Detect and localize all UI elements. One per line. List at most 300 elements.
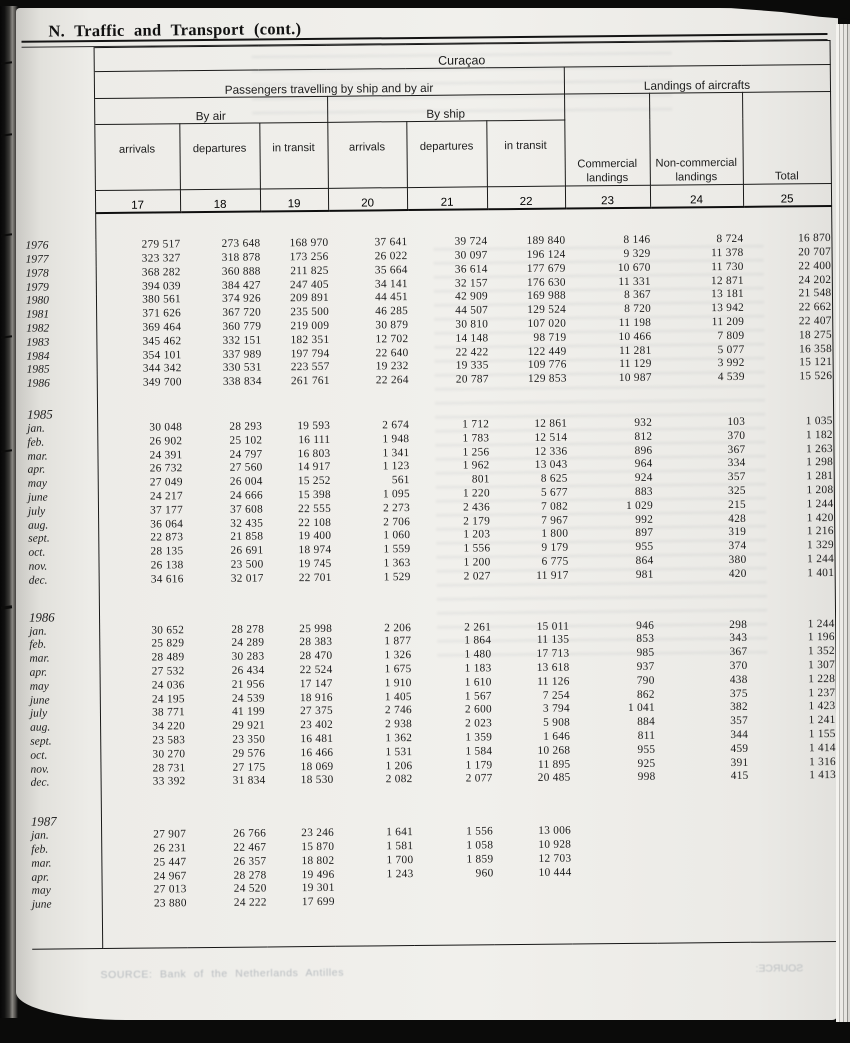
table-cell: 812: [634, 430, 653, 443]
table-cell: 31 834: [232, 774, 266, 788]
table-cell: 18 974: [298, 544, 332, 557]
label-column-spacer: [24, 72, 94, 100]
table-cell: 34 141: [374, 277, 408, 291]
table-cell: 26 766: [233, 827, 267, 840]
table-cell: 981: [635, 568, 654, 581]
table-cell: 1 123: [382, 460, 410, 473]
facing-page-rule-mark: [1, 133, 12, 137]
table-cell: 16 870: [743, 231, 831, 246]
table-cell: 25 102: [229, 434, 263, 447]
table-cell: 8 146: [623, 234, 651, 247]
table-cell: 38 771: [152, 706, 186, 719]
table-cell: 1 341: [382, 446, 410, 459]
table-cell: 1 206: [385, 759, 413, 772]
table-cell: 19 593: [297, 419, 331, 433]
row-label: 1983: [26, 335, 96, 349]
table-cell: 380: [728, 553, 747, 567]
table-cell: 22 422: [455, 345, 489, 359]
table-cell: 223 557: [290, 361, 330, 374]
table-cell: 24 036: [151, 679, 185, 692]
column-header-non-commercial-landings: Non-commercial landings: [649, 92, 743, 185]
table-cell: 24 195: [151, 692, 185, 706]
table-cell: 1 208: [746, 483, 834, 498]
table-cell: 420: [728, 567, 747, 580]
table-cell: 22 524: [299, 663, 333, 677]
table-cell: 925: [637, 757, 656, 770]
table-cell: 24 222: [233, 896, 267, 909]
table-cell: 16 466: [300, 746, 334, 759]
table-cell: 28 383: [299, 636, 333, 649]
table-cell: 334: [727, 457, 746, 470]
table-cell: 109 776: [527, 359, 567, 372]
table-cell: 1 220: [462, 487, 490, 500]
table-cell: 369 464: [142, 321, 182, 334]
table-cell: 12 871: [710, 274, 744, 287]
table-cell: 1 531: [385, 745, 413, 759]
table-cell: 211 825: [290, 264, 329, 278]
table-cell: 360 888: [221, 265, 261, 278]
table-cell: 14 148: [455, 332, 489, 345]
table-cell: 32 017: [230, 572, 264, 585]
table-cell: 1 203: [463, 528, 491, 541]
table-cell: 1 556: [463, 542, 491, 555]
table-cell: 30 270: [152, 748, 186, 761]
table-cell: 380 561: [142, 293, 182, 307]
table-cell: 343: [729, 632, 748, 645]
table-cell: 7 082: [541, 500, 569, 513]
table-cell: 9 329: [623, 247, 651, 261]
table-cell: 1 480: [464, 648, 492, 661]
table-cell: 1 196: [747, 631, 835, 646]
table-cell: 384 427: [221, 279, 261, 292]
table-cell: 24 666: [229, 489, 263, 502]
table-cell: 9 179: [541, 541, 569, 555]
table-cell: 22 264: [375, 374, 409, 387]
table-cell: 357: [730, 715, 749, 728]
column-number: 24: [650, 184, 743, 207]
row-label: 1980: [26, 294, 96, 308]
table-cell: 1 095: [382, 488, 410, 501]
table-cell: 26 434: [231, 664, 265, 677]
table-cell: 1 352: [747, 644, 835, 659]
page-stack-edges: [836, 24, 850, 1022]
label-column-spacer: [31, 789, 101, 812]
table-cell: 7 809: [717, 329, 745, 342]
table-cell: [571, 823, 656, 838]
table-cell: 24 539: [231, 692, 265, 705]
table-cell: 215: [728, 498, 747, 511]
table-cell: 11 135: [536, 633, 570, 647]
table-cell: 15 011: [536, 620, 570, 633]
table-cell: 1 948: [382, 432, 410, 446]
table-cell: 790: [636, 674, 655, 687]
row-label: 1982: [26, 321, 96, 335]
table-cell: 811: [637, 729, 656, 742]
row-label: jan.: [31, 828, 101, 842]
table-cell: 26 732: [149, 462, 183, 476]
table-cell: 17 713: [536, 647, 570, 661]
table-cell: 10 987: [618, 371, 652, 385]
table-cell: 1 783: [462, 432, 490, 445]
row-label: 1977: [26, 252, 96, 266]
table-cell: 1 559: [383, 543, 411, 556]
table-cell: 12 702: [375, 332, 409, 346]
table-cell: 29 576: [232, 747, 266, 760]
table-cell: [335, 894, 414, 909]
table-cell: 1 529: [383, 570, 411, 584]
table-cell: 23 402: [300, 719, 334, 732]
table-cell: 1 859: [466, 853, 494, 866]
table-cell: 129 853: [527, 372, 567, 386]
table-cell: 337 989: [222, 348, 262, 361]
table-cell: 3 794: [542, 702, 570, 716]
column-number: 22: [487, 186, 565, 209]
table-cell: 330 531: [222, 361, 262, 375]
column-header-commercial-landings: Commercial landings: [564, 93, 650, 186]
table-cell: 1 307: [747, 658, 835, 673]
table-cell: 28 470: [299, 650, 333, 663]
table-cell: 17 699: [301, 895, 335, 909]
table-cell: 18 802: [301, 854, 335, 867]
group-header-landings: Landings of aircrafts: [564, 65, 830, 95]
table-cell: 24 217: [149, 490, 183, 503]
table-body: [25, 206, 838, 949]
table-cell: 1 060: [383, 529, 411, 542]
table-cell: 338 834: [222, 375, 262, 389]
table-cell: 13 618: [536, 661, 570, 674]
table-cell: 2 206: [384, 621, 412, 634]
table-cell: 24 202: [744, 273, 832, 288]
column-header-ship-departures: departures: [406, 121, 487, 188]
table-cell: [749, 849, 837, 864]
table-cell: 955: [635, 540, 654, 554]
table-cell: [657, 877, 750, 892]
table-cell: 21 956: [231, 678, 265, 691]
table-cell: 11 917: [536, 569, 569, 582]
table-cell: 1 420: [746, 511, 834, 526]
row-label: 1981: [26, 308, 96, 322]
table-cell: 182 351: [290, 333, 330, 347]
column-number: 19: [260, 188, 328, 211]
table-cell: 23 246: [301, 826, 335, 840]
table-cell: 16 803: [297, 447, 331, 460]
table-cell: [749, 863, 837, 878]
table-cell: 209 891: [290, 292, 330, 305]
table-cell: 30 048: [149, 421, 183, 434]
table-cell: 374 926: [222, 292, 262, 306]
table-cell: 8 625: [540, 472, 568, 486]
table-cell: 15 526: [745, 369, 833, 384]
table-cell: 360 779: [222, 320, 262, 333]
column-header-air-in-transit: in transit: [259, 122, 328, 189]
table-cell: 1 244: [747, 617, 835, 632]
table-cell: 12 861: [534, 417, 568, 430]
table-cell: 10 928: [538, 838, 572, 851]
table-cell: 26 231: [153, 842, 187, 855]
column-number: 25: [743, 184, 831, 207]
table-cell: 2 706: [383, 515, 411, 528]
table-cell: 924: [634, 471, 653, 485]
table-cell: 27 049: [149, 476, 183, 489]
table-cell: 1 216: [746, 525, 834, 540]
table-cell: 5 077: [717, 343, 745, 356]
table-cell: 382: [730, 701, 748, 714]
table-cell: 374: [728, 540, 747, 553]
table-bottom-filler: [32, 904, 838, 949]
table-header: [24, 41, 832, 214]
table-cell: 2 600: [464, 703, 492, 716]
table-cell: 1 405: [384, 690, 412, 703]
facing-page-rule-mark: [1, 449, 12, 453]
table-cell: 4 539: [717, 371, 745, 384]
table-cell: 14 917: [297, 461, 331, 474]
table-cell: 862: [636, 688, 655, 701]
table-cell: 26 902: [149, 435, 183, 448]
table-cell: 5 908: [543, 716, 571, 729]
column-number: 18: [180, 189, 260, 212]
table-cell: [750, 877, 838, 892]
row-label: 1985: [27, 363, 97, 377]
table-cell: 897: [635, 527, 654, 540]
table-cell: 1 243: [386, 867, 414, 880]
label-column-spacer: [27, 390, 97, 405]
table-cell: 6 775: [541, 555, 569, 568]
table-cell: 11 209: [711, 315, 745, 329]
table-cell: 24 289: [231, 636, 265, 650]
row-label: dec.: [29, 573, 99, 587]
table-cell: 37 608: [230, 503, 264, 516]
table-cell: 1 423: [748, 700, 836, 715]
table-cell: 98 719: [533, 331, 567, 344]
table-cell: 1 584: [465, 745, 493, 758]
row-label: 1984: [26, 349, 96, 363]
table-cell: 279 517: [141, 238, 181, 251]
table-cell: 30 810: [455, 318, 489, 331]
table-cell: 20 707: [744, 245, 832, 260]
table-cell: 36 614: [454, 263, 488, 276]
table-cell: 20 485: [537, 771, 571, 785]
table-cell: 319: [728, 526, 747, 539]
table-cell: 189 840: [526, 234, 566, 248]
table-cell: 332 151: [222, 334, 262, 347]
table-cell: [749, 835, 837, 850]
table-cell: 34 220: [152, 720, 186, 733]
table-cell: [656, 864, 749, 879]
table-cell: 28 293: [229, 420, 263, 433]
row-label: july: [30, 707, 100, 721]
table-cell: 26 691: [230, 544, 264, 558]
table-cell: 1 910: [384, 676, 412, 690]
table-cell: 15 870: [301, 840, 335, 854]
table-cell: [335, 881, 414, 896]
table-cell: 349 700: [142, 376, 182, 389]
table-cell: 2 674: [382, 419, 410, 432]
row-label: dec.: [31, 776, 101, 790]
row-label: june: [30, 693, 100, 707]
table-cell: 26 357: [233, 855, 267, 868]
table-cell: 2 077: [465, 772, 493, 785]
table-cell: 28 489: [151, 651, 185, 664]
table-cell: 801: [471, 473, 490, 486]
table-cell: 25 447: [153, 856, 187, 869]
label-column-spacer: [24, 48, 94, 73]
row-label: mar.: [27, 449, 97, 463]
table-cell: 1 029: [626, 499, 654, 512]
table-cell: 28 278: [233, 869, 267, 882]
table-cell: 10 268: [537, 744, 571, 757]
table-cell: 1 363: [383, 557, 411, 570]
table-cell: [572, 892, 657, 907]
row-label: nov.: [30, 762, 100, 776]
table-cell: 318 878: [221, 251, 261, 264]
label-column-spacer: [24, 99, 94, 126]
table-cell: 27 175: [232, 761, 266, 774]
table-cell: 298: [729, 618, 748, 631]
table-cell: 2 179: [463, 514, 491, 528]
row-label: feb.: [27, 435, 97, 449]
row-label: apr.: [29, 665, 99, 679]
table-cell: 2 023: [465, 717, 493, 730]
table-cell: 17 147: [299, 677, 333, 690]
table-cell: 985: [636, 646, 655, 660]
table-cell: 44 451: [375, 291, 409, 304]
row-label: nov.: [28, 559, 98, 573]
table-cell: 19 496: [301, 868, 335, 881]
table-cell: 1 581: [386, 840, 414, 853]
table-cell: 11 331: [618, 275, 651, 288]
table-cell: 1 413: [749, 769, 837, 784]
table-cell: 18 275: [744, 328, 832, 343]
label-column-spacer: [25, 191, 95, 214]
table-cell: 20 787: [455, 373, 489, 386]
table-cell: 103: [727, 415, 746, 429]
table-cell: 8 724: [716, 233, 744, 246]
year-label: 1987: [31, 811, 101, 829]
table-cell: 168 970: [289, 237, 329, 250]
table-cell: 27 375: [300, 705, 334, 718]
row-label: apr.: [31, 870, 101, 884]
table-cell: 998: [637, 771, 656, 784]
table-cell: 22 467: [233, 841, 267, 854]
table-cell: 33 392: [152, 775, 186, 788]
table-cell: 176 630: [526, 276, 566, 289]
table-cell: 22 400: [744, 259, 832, 274]
table-cell: 325: [727, 484, 746, 498]
source-note-mirrored: SOURCE:: [755, 962, 804, 975]
row-label: apr.: [28, 463, 98, 477]
table-cell: 21 858: [230, 530, 264, 544]
table-cell: 375: [729, 687, 748, 700]
table-cell: 1 237: [748, 686, 836, 701]
table-cell: 12 336: [534, 445, 568, 458]
label-column-spacer: [29, 587, 99, 608]
table-cell: 323 327: [141, 252, 181, 265]
table-cell: 394 039: [141, 279, 181, 293]
table-cell: 25 998: [299, 622, 333, 635]
section-title: N. Traffic and Transport (cont.): [48, 19, 302, 41]
table-cell: 10 466: [618, 330, 652, 343]
row-label: oct.: [28, 545, 98, 559]
table-cell: 1 155: [748, 727, 836, 742]
table-cell: 261 761: [290, 375, 330, 388]
table-cell: 37 641: [374, 236, 408, 249]
row-label: aug.: [30, 720, 100, 734]
table-cell: 357: [727, 471, 746, 484]
table-cell: 1 329: [746, 538, 834, 553]
table-cell: 1 401: [747, 566, 835, 581]
table-cell: 344: [730, 728, 749, 741]
table-cell: 370: [727, 429, 746, 442]
table-cell: 27 532: [151, 665, 185, 678]
table-cell: 864: [635, 554, 654, 567]
table-cell: 884: [637, 715, 656, 729]
table-cell: 1 800: [541, 527, 569, 541]
table-cell: 11 129: [619, 358, 652, 371]
table-cell: 2 273: [383, 501, 411, 515]
table-cell: 1 182: [745, 428, 833, 443]
subgroup-by-ship: By ship: [327, 94, 564, 122]
table-cell: 1 877: [384, 635, 412, 648]
table-cell: 853: [636, 633, 655, 646]
table-cell: 1 359: [465, 731, 493, 744]
row-label: 1978: [26, 266, 96, 280]
table-cell: 42 909: [455, 290, 489, 304]
table-cell: 2 027: [463, 570, 491, 583]
table-cell: 932: [634, 416, 653, 429]
table-cell: 367: [729, 646, 748, 659]
statistics-table: [24, 40, 839, 949]
table-cell: 1 263: [745, 442, 833, 457]
table-cell: 24 520: [233, 882, 267, 896]
table-cell: 46 285: [375, 305, 409, 318]
table-cell: 3 992: [717, 357, 745, 370]
book-page: [16, 8, 838, 1020]
table-cell: 561: [391, 474, 410, 487]
table-cell: [749, 821, 837, 836]
row-label: may: [30, 679, 100, 693]
table-cell: 16 358: [744, 342, 832, 357]
table-cell: 345 462: [142, 335, 182, 348]
table-cell: 19 745: [298, 557, 332, 571]
table-cell: 30 879: [375, 319, 409, 332]
table-cell: 2 746: [384, 704, 413, 717]
table-cell: 2 938: [385, 718, 413, 731]
table-cell: 1 646: [543, 730, 571, 743]
row-label: mar.: [29, 651, 99, 665]
table-cell: 23 880: [153, 897, 187, 910]
table-cell: 24 391: [149, 448, 183, 462]
label-column-spacer: [25, 213, 95, 240]
table-cell: 19 301: [301, 882, 335, 895]
table-cell: 1 041: [627, 702, 655, 715]
table-cell: 1 675: [384, 663, 412, 676]
table-cell: 1 962: [462, 459, 490, 473]
table-cell: 26 004: [229, 475, 263, 489]
row-label: may: [28, 477, 98, 491]
table-cell: 992: [635, 513, 654, 526]
table-cell: 11 126: [537, 675, 570, 688]
table-cell: 1 244: [746, 497, 834, 512]
table-cell: 22 662: [744, 300, 832, 315]
year-label: 1986: [29, 607, 99, 625]
subgroup-by-air: By air: [94, 96, 327, 124]
table-cell: 15 121: [745, 356, 833, 371]
table-cell: 15 398: [297, 488, 331, 502]
table-cell: 28 731: [152, 761, 186, 775]
table-cell: 30 283: [231, 650, 265, 663]
table-cell: 367: [727, 443, 746, 456]
table-cell: 1 179: [465, 758, 493, 772]
